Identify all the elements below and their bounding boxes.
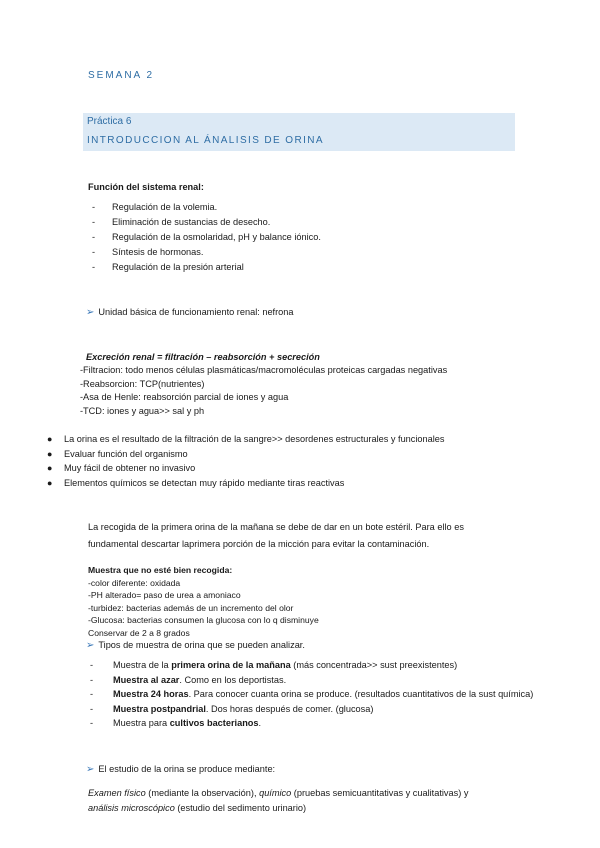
list-item: -Glucosa: bacterias consumen la glucosa con lo q disminuye [88, 615, 319, 625]
excrecion-heading: Excreción renal = filtración – reabsorción + secreción [86, 352, 320, 362]
list-item: - Muestra al azar. Como en los deportistas. [90, 674, 287, 685]
list-item: - Regulación de la volemia. [92, 202, 218, 212]
estudio-heading: ➢ El estudio de la orina se produce mediante: [86, 764, 276, 775]
bullet-icon: ● [47, 434, 53, 444]
list-item: ● Muy fácil de obtener no invasivo [47, 461, 567, 476]
list-item: - Síntesis de hormonas. [92, 247, 204, 257]
list-item: -Filtracion: todo menos células plasmáticas/macromoléculas proteicas cargadas negativas [80, 365, 448, 375]
list-item: Conservar de 2 a 8 grados [88, 627, 190, 638]
practice-number: Práctica 6 [87, 116, 132, 127]
bullet-icon: ● [47, 477, 53, 488]
tipos-list [90, 658, 533, 731]
list-item: - Regulación de la osmolaridad, pH y balance iónico. [92, 232, 321, 242]
estudio-paragraph: Examen físico (mediante la observación), químico (pruebas semicuantitativas y cualitativas) y análisis microscópico (estudio del sedimento urinario) [88, 788, 469, 813]
list-item: ● Elementos químicos se detectan muy rápido mediante tiras reactivas [47, 476, 567, 491]
practice-header [83, 113, 515, 151]
list-item: ● La orina es el resultado de la filtración de la sangre>> desordenes estructurales y funcionales [47, 432, 567, 447]
week-label: SEMANA 2 [88, 70, 155, 81]
nefrona-line: ➢ Unidad básica de funcionamiento renal: nefrona [86, 307, 294, 318]
renal-list [92, 200, 512, 275]
list-item: - Muestra de la primera orina de la mañana (más concentrada>> sust preexistentes) [90, 660, 458, 670]
list-item: -color diferente: oxidada [88, 577, 181, 588]
list-item: - Muestra para cultivos bacterianos. [90, 718, 262, 728]
excrecion-lines [80, 364, 447, 418]
tipos-heading: ➢ Tipos de muestra de orina que se pueden analizar. [86, 640, 305, 651]
arrow-icon: ➢ [86, 764, 95, 775]
bullet-icon: ● [47, 463, 53, 473]
list-item: - Regulación de la presión arterial [92, 262, 244, 272]
muestra-heading: Muestra que no esté bien recogida: [88, 565, 233, 575]
arrow-icon: ➢ [86, 307, 95, 318]
list-item: ● Evaluar función del organismo [47, 447, 567, 462]
list-item: -turbidez: bacterias además de un incremento del olor [88, 602, 294, 613]
arrow-icon: ➢ [86, 640, 95, 651]
list-item: -Reabsorcion: TCP(nutrientes) [80, 378, 205, 389]
list-item: - Muestra 24 horas. Para conocer cuanta orina se produce. (resultados cuantitativos de la sust química) [90, 689, 534, 699]
renal-heading: Función del sistema renal: [88, 182, 204, 192]
practice-title: INTRODUCCION AL ÁNALISIS DE ORINA [87, 135, 324, 146]
list-item: -Asa de Henle: reabsorción parcial de iones y agua [80, 392, 289, 402]
list-item: - Muestra postpandrial. Dos horas después de comer. (glucosa) [90, 703, 374, 714]
muestra-block [88, 564, 319, 639]
list-item: -TCD: iones y agua>> sal y ph [80, 405, 205, 416]
list-item: -PH alterado= paso de urea a amoniaco [88, 590, 241, 600]
bullet-icon: ● [47, 448, 53, 459]
bullet-list [47, 432, 567, 490]
recogida-paragraph: La recogida de la primera orina de la mañana se debe de dar en un bote estéril. Para ello es fundamental descartar laprimera porción de la micción para evitar la contaminación. [88, 522, 464, 549]
list-item: - Eliminación de sustancias de desecho. [92, 217, 271, 227]
